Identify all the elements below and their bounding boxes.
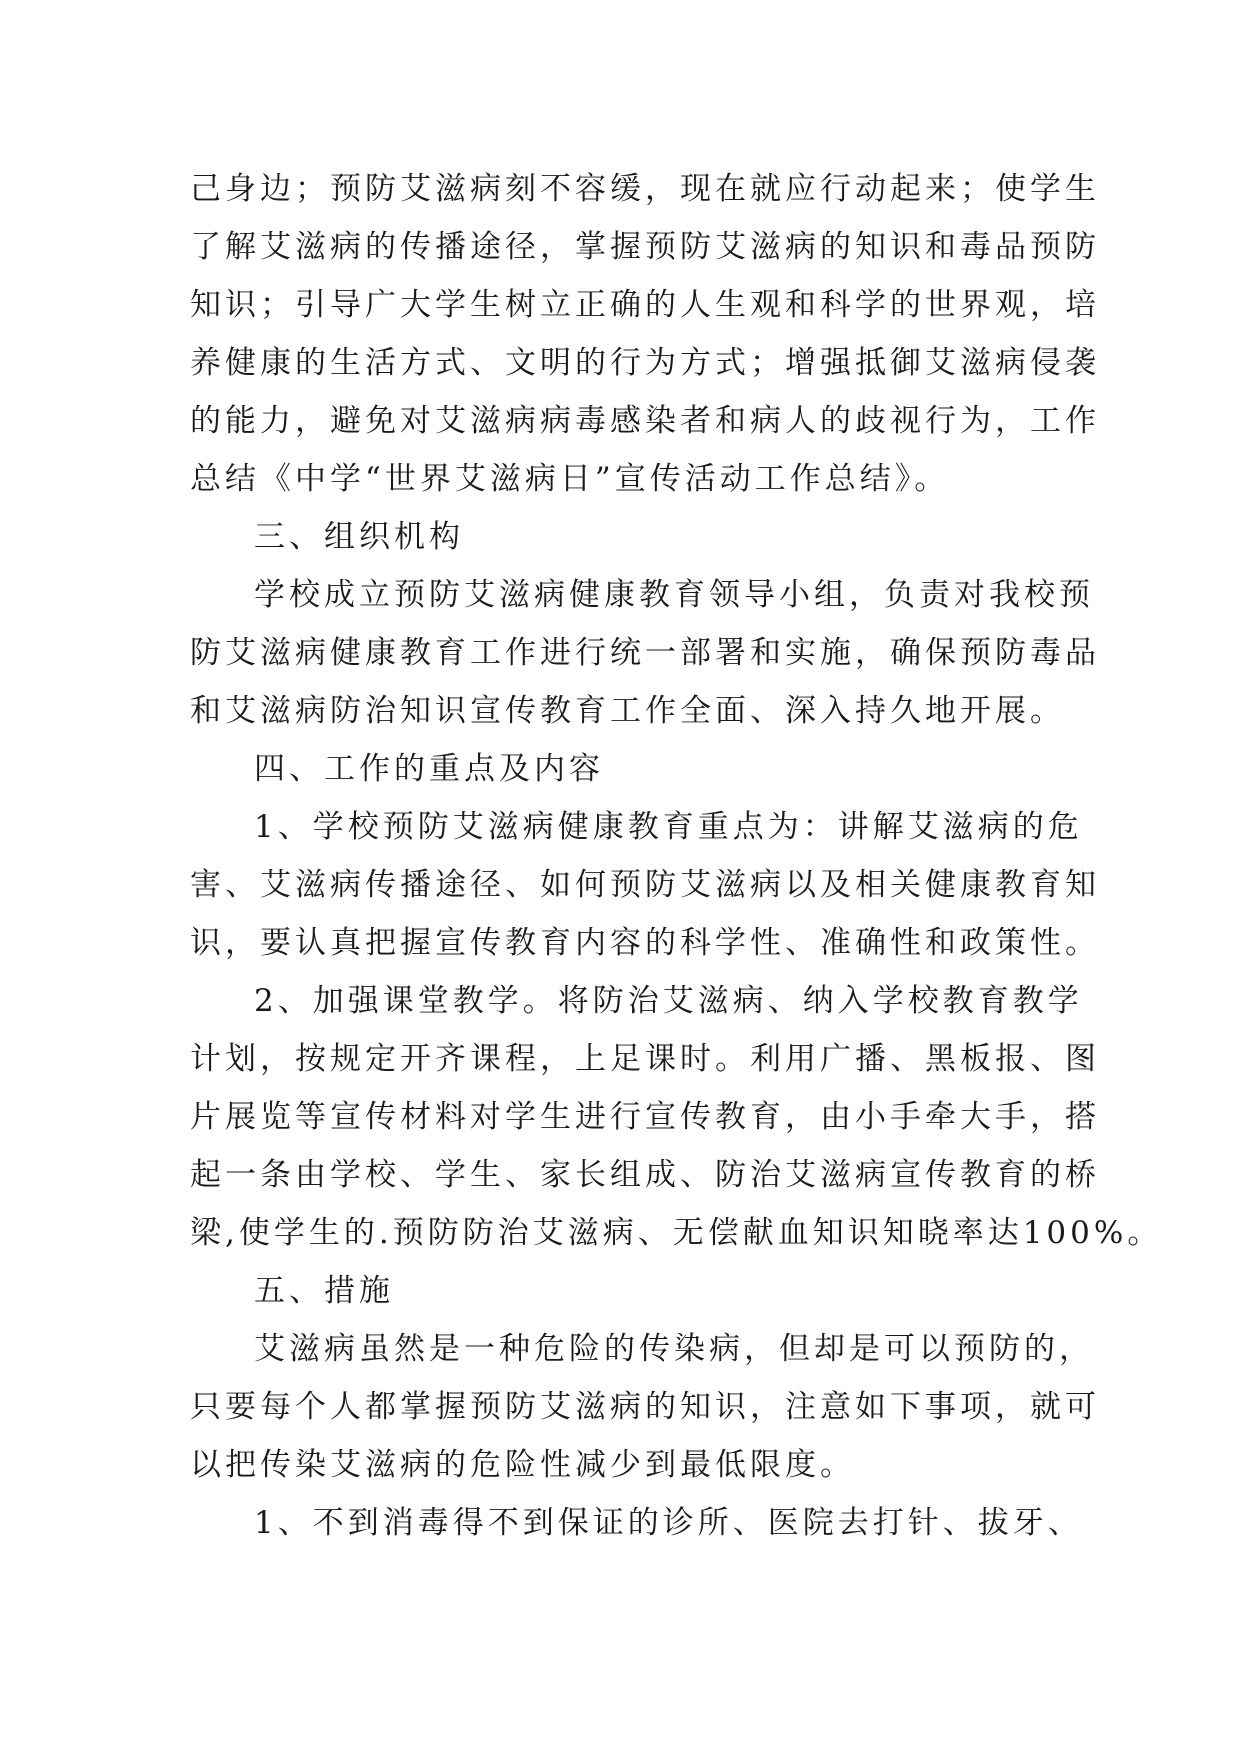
- text-line: 防艾滋病健康教育工作进行统一部署和实施，确保预防毒品: [190, 635, 1100, 671]
- text-line: 只要每个人都掌握预防艾滋病的知识，注意如下事项，就可: [190, 1389, 1100, 1425]
- section-heading: 五、措施: [254, 1273, 394, 1309]
- text-line: 梁,使学生的.预防防治艾滋病、无偿献血知识知晓率达100%。: [190, 1215, 1163, 1251]
- text-line: 知识；引导广大学生树立正确的人生观和科学的世界观，培: [190, 287, 1100, 323]
- section-heading: 三、组织机构: [254, 519, 464, 555]
- text-line: 以把传染艾滋病的危险性减少到最低限度。: [190, 1447, 855, 1483]
- text-line: 害、艾滋病传播途径、如何预防艾滋病以及相关健康教育知: [190, 867, 1100, 903]
- text-line: 和艾滋病防治知识宣传教育工作全面、深入持久地开展。: [190, 693, 1065, 729]
- text-line: 计划，按规定开齐课程，上足课时。利用广播、黑板报、图: [190, 1041, 1100, 1077]
- text-line: 识，要认真把握宣传教育内容的科学性、准确性和政策性。: [190, 925, 1100, 961]
- text-line: 总结《中学“世界艾滋病日”宣传活动工作总结》。: [190, 461, 950, 497]
- text-line: 1、不到消毒得不到保证的诊所、医院去打针、拔牙、: [254, 1505, 1083, 1541]
- document-body: [190, 160, 1163, 1552]
- text-line: 起一条由学校、学生、家长组成、防治艾滋病宣传教育的桥: [190, 1157, 1100, 1193]
- text-line: 养健康的生活方式、文明的行为方式；增强抵御艾滋病侵袭: [190, 345, 1100, 381]
- text-line: 学校成立预防艾滋病健康教育领导小组，负责对我校预: [254, 577, 1094, 613]
- text-line: 片展览等宣传材料对学生进行宣传教育，由小手牵大手，搭: [190, 1099, 1100, 1135]
- text-line: 艾滋病虽然是一种危险的传染病，但却是可以预防的，: [254, 1331, 1094, 1367]
- text-line: 了解艾滋病的传播途径，掌握预防艾滋病的知识和毒品预防: [190, 229, 1100, 265]
- text-line: 的能力，避免对艾滋病病毒感染者和病人的歧视行为，工作: [190, 403, 1100, 439]
- section-heading: 四、工作的重点及内容: [254, 751, 604, 787]
- text-line: 1、学校预防艾滋病健康教育重点为：讲解艾滋病的危: [254, 809, 1083, 845]
- text-line: 己身边；预防艾滋病刻不容缓，现在就应行动起来；使学生: [190, 171, 1100, 207]
- text-line: 2、加强课堂教学。将防治艾滋病、纳入学校教育教学: [254, 983, 1083, 1019]
